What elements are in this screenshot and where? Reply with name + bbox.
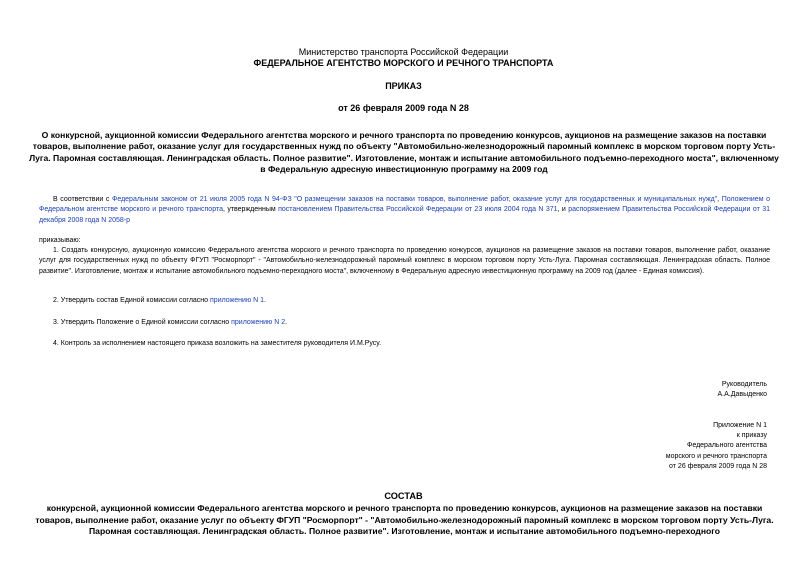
- appendix-line-1: Приложение N 1: [713, 422, 767, 429]
- federal-law-link[interactable]: Федеральным законом от 21 июля 2005 года N 94-ФЗ "О размещении заказов на поставки товаров, выполнение работ, оказание услуг для государственных и муниципальных нужд": [112, 196, 718, 203]
- order-item-3-text: 3. Утвердить Положение о Единой комиссии согласно: [53, 319, 232, 326]
- appendix-line-3: Федерального агентства: [687, 442, 767, 450]
- order-word: приказываю:: [39, 237, 81, 244]
- order-item-3: [39, 318, 770, 328]
- document-date-number: от 26 февраля 2009 года N 28: [338, 103, 469, 113]
- government-order-link[interactable]: распоряжением Правительства Российской Федерации от 31 декабря 2008 года N 2058-р: [39, 206, 770, 224]
- signature-role: Руководитель: [721, 381, 767, 388]
- appendix-line-5: от 26 февраля 2009 года N 28: [669, 462, 767, 470]
- order-item-4: 4. Контроль за исполнением настоящего приказа возложить на заместителя руководителя И.М.Русу.: [53, 340, 382, 347]
- document-type: ПРИКАЗ: [385, 81, 422, 91]
- agency-name: ФЕДЕРАЛЬНОЕ АГЕНТСТВО МОРСКОГО И РЕЧНОГО ТРАНСПОРТА: [253, 58, 554, 68]
- appendix-2-link[interactable]: приложению N 2: [231, 319, 286, 326]
- composition-title: СОСТАВ: [384, 491, 423, 501]
- composition-description: конкурсной, аукционной комиссии Федерального агентства морского и речного транспорта по проведению конкурсов, аукционов на размещение заказов на поставки товаров, выполнение работ, оказание услуг по объекту ФГУП "Росморпорт" - "Автомобильно-железнодорожный паромный комплекс в морском торговом порту Усть-Луга. Паромная составляющая. Ленинградская область. Полное развитие". Изготовление, монтаж и испытание автомобильного подъемно-переходного: [35, 503, 774, 537]
- order-item-3-end: .: [285, 319, 288, 326]
- preamble-text-1: В соответствии с: [53, 196, 113, 203]
- appendix-line-4: морского и речного транспорта: [665, 452, 767, 460]
- signature-name: А.А.Давыденко: [717, 391, 767, 399]
- appendix-header: [666, 421, 767, 472]
- order-item-2-text: 2. Утвердить состав Единой комиссии согласно: [53, 297, 211, 304]
- agency-regulation-link[interactable]: Положением о Федеральном агентстве морского и речного транспорта: [39, 196, 770, 214]
- ministry-name: Министерство транспорта Российской Федерации: [298, 47, 509, 57]
- order-item-1: 1. Создать конкурсную, аукционную комиссию Федерального агентства морского и речного транспорта по проведению конкурсов, аукционов на размещение заказов на поставки товаров, выполнение работ, оказание услуг для государственных нужд по объекту ФГУП "Росморпорт" - "Автомобильно-железнодорожный паромный комплекс в морском торговом порту Усть-Луга. Паромная составляющая. Ленинградская область. Полное развитие". Изготовление, монтаж и испытание автомобильного подъемно-переходного моста", включенному в Федеральную адресную инвестиционную программу на 2009 год (далее - Единая комиссия).: [39, 247, 770, 275]
- signature-block: [718, 380, 768, 400]
- preamble-text-3: , утвержденным: [222, 206, 279, 214]
- preamble-text-2: ,: [717, 196, 722, 203]
- document-title: О конкурсной, аукционной комиссии Федерального агентства морского и речного транспорта по проведению конкурсов, аукционов на размещение заказов на поставки товаров, выполнение работ, оказание услуг для государственных нужд по объекту "Автомобильно-железнодорожный паромный комплекс в морском торговом порту Усть-Луга. Паромная составляющая. Ленинградская область. Полное развитие". Изготовление, монтаж и испытание автомобильного подъемно-переходного моста", включенному в Федеральную адресную инвестиционную программу на 2009 год: [29, 130, 779, 175]
- order-item-2-end: .: [264, 297, 266, 304]
- government-resolution-link[interactable]: постановлением Правительства Российской Федерации от 23 июля 2004 года N 371: [278, 206, 558, 214]
- order-item-2: [39, 296, 770, 306]
- appendix-1-link[interactable]: приложению N 1: [210, 297, 265, 304]
- appendix-line-2: к приказу: [736, 432, 767, 440]
- preamble-text-4: , и: [557, 206, 569, 214]
- preamble-paragraph: [39, 195, 770, 226]
